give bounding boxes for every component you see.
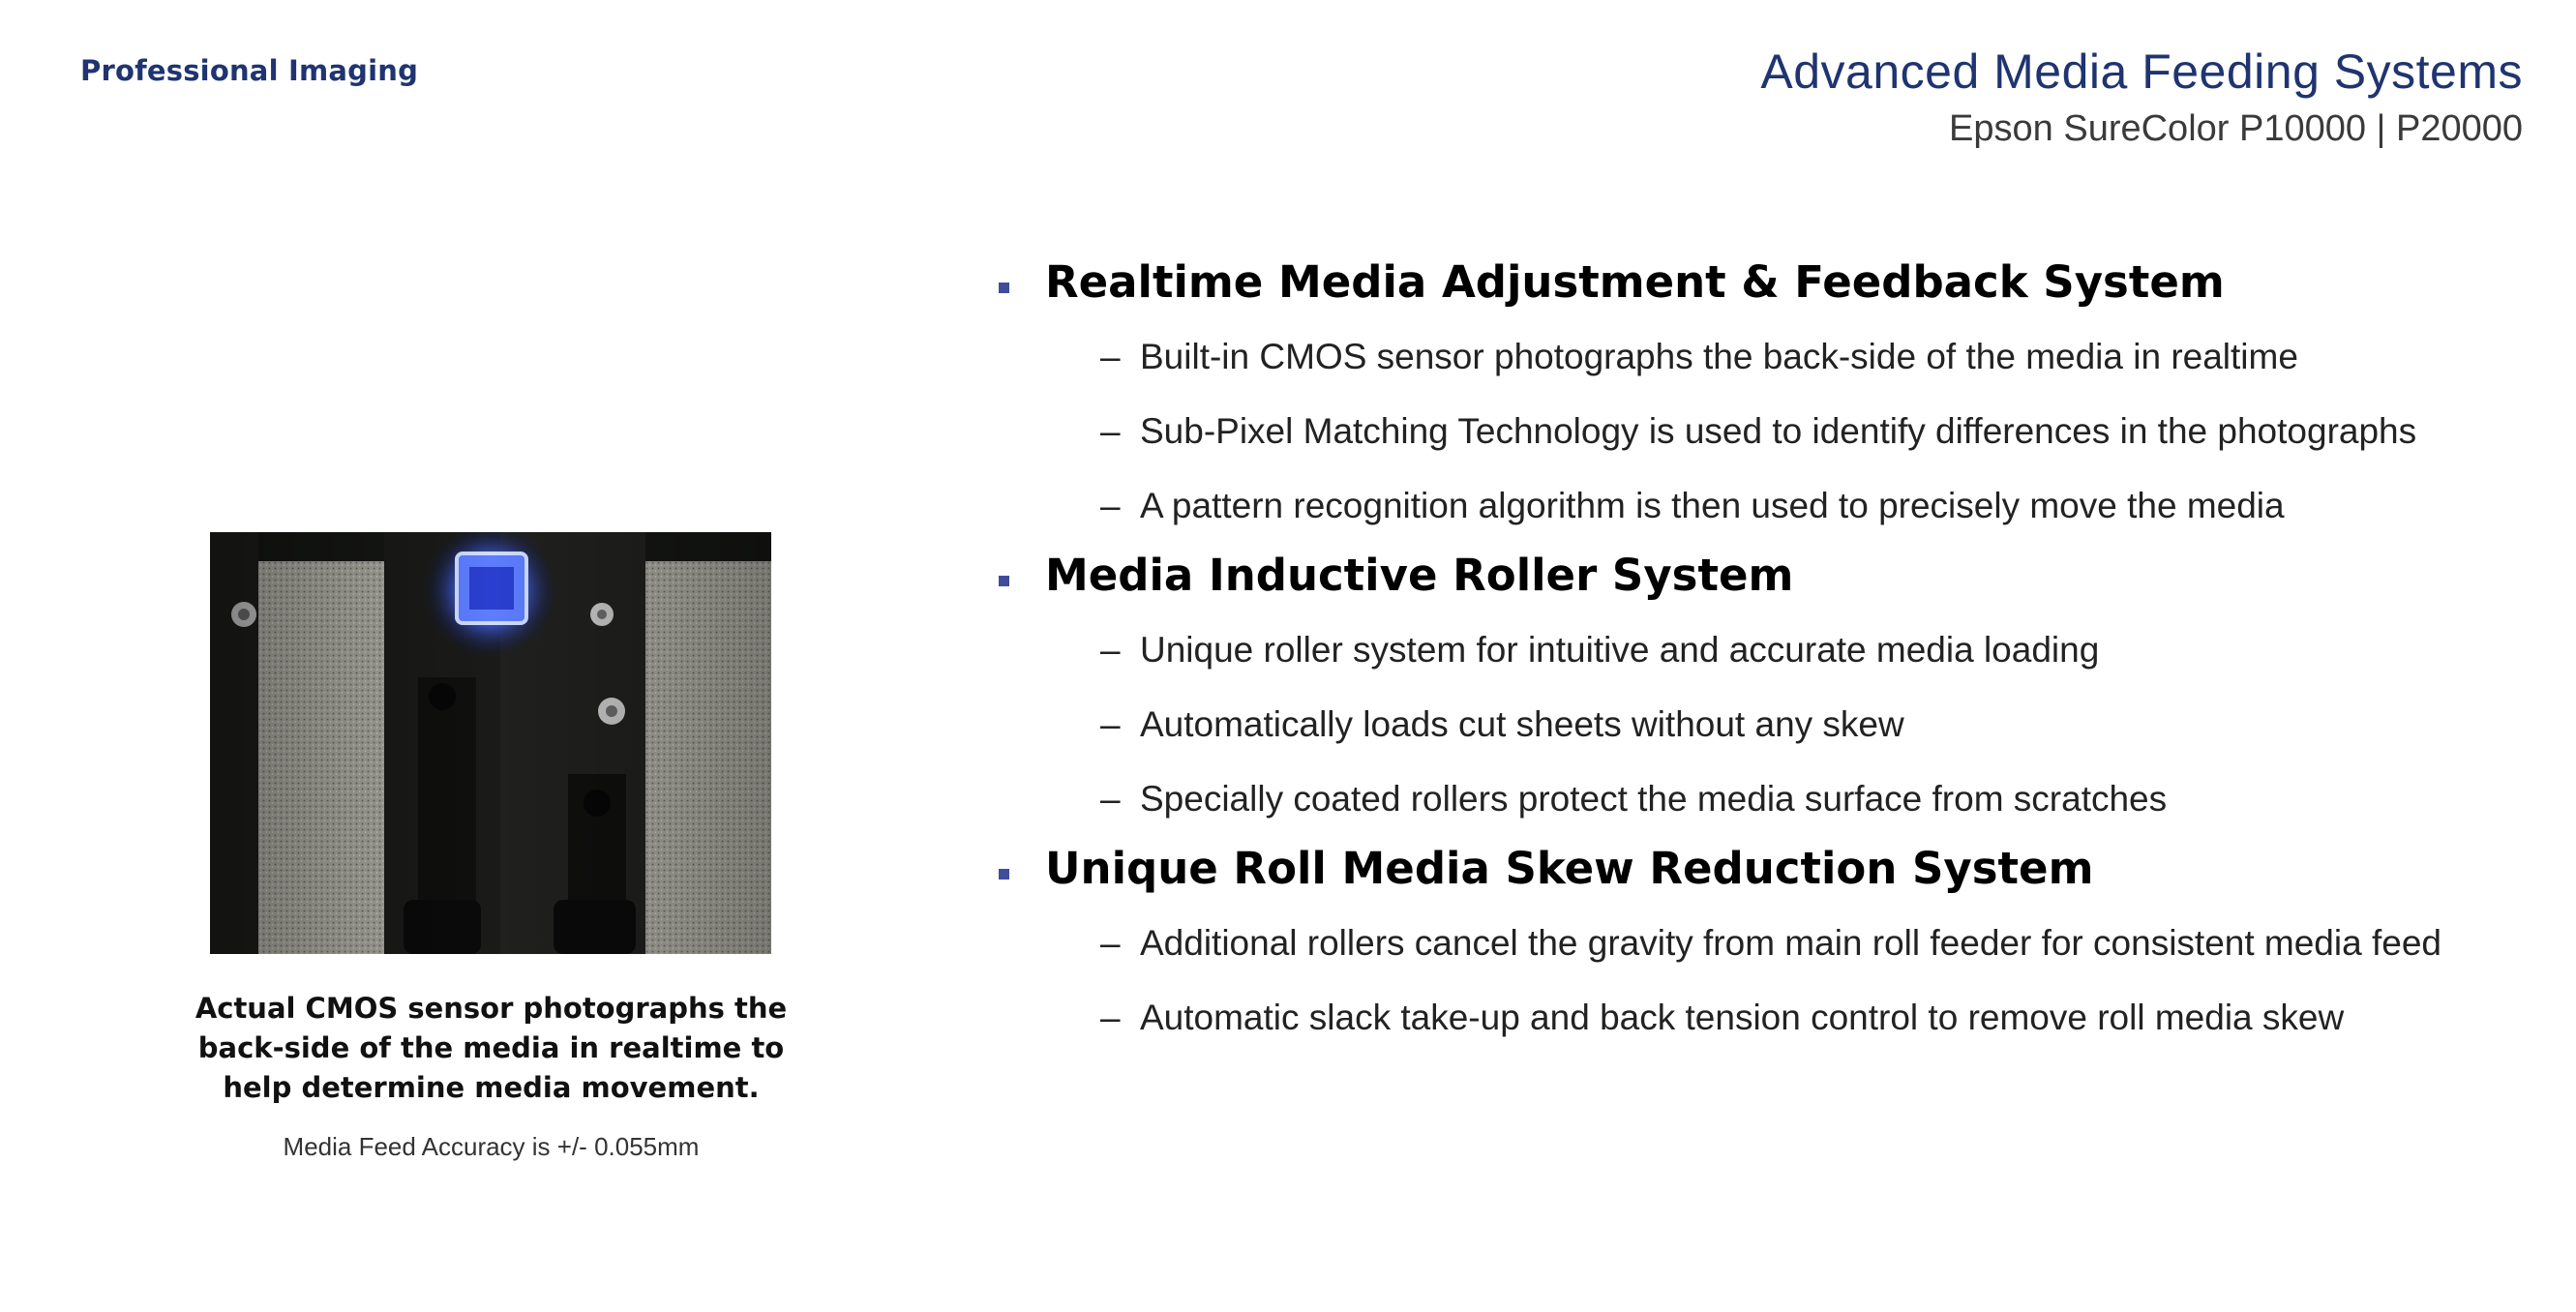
list-item-text: Sub-Pixel Matching Technology is used to identify differences in the photographs: [1140, 411, 2417, 451]
feature-list: [997, 250, 2545, 1055]
square-bullet-icon: [999, 576, 1009, 586]
dash-bullet-icon: –: [1100, 486, 1121, 525]
sub-list: [997, 612, 2545, 836]
brand-label: Professional Imaging: [80, 54, 419, 87]
list-item-text: A pattern recognition algorithm is then used to precisely move the media: [1140, 486, 2285, 525]
sensor-photo-illustration: [210, 532, 771, 954]
list-item: [997, 906, 2545, 980]
list-item-text: Built-in CMOS sensor photographs the back-side of the media in realtime: [1140, 337, 2298, 376]
list-item: [997, 687, 2545, 761]
dash-bullet-icon: –: [1100, 337, 1121, 376]
section-heading: [997, 836, 2545, 902]
square-bullet-icon: [999, 869, 1009, 880]
dash-bullet-icon: –: [1100, 998, 1121, 1037]
page-subtitle: Epson SureColor P10000 | P20000: [1949, 108, 2523, 149]
list-item: [997, 468, 2545, 543]
dash-bullet-icon: –: [1100, 704, 1121, 744]
square-bullet-icon: [999, 283, 1009, 293]
section-heading-text: Media Inductive Roller System: [1045, 550, 1794, 601]
accuracy-note: Media Feed Accuracy is +/- 0.055mm: [283, 1132, 700, 1161]
feature-section: [997, 250, 2545, 543]
list-item-text: Additional rollers cancel the gravity from main roll feeder for consistent media feed: [1140, 923, 2441, 963]
dash-bullet-icon: –: [1100, 630, 1121, 670]
list-item-text: Specially coated rollers protect the media surface from scratches: [1140, 779, 2168, 819]
page-title: Advanced Media Feeding Systems: [1760, 45, 2523, 99]
section-heading: [997, 543, 2545, 609]
dash-bullet-icon: –: [1100, 923, 1121, 963]
list-item: [997, 761, 2545, 836]
caption-line: back-side of the media in realtime to: [197, 1031, 785, 1064]
feature-section: [997, 543, 2545, 836]
section-heading-text: Unique Roll Media Skew Reduction System: [1045, 843, 2094, 894]
list-item: [997, 980, 2545, 1055]
section-heading: [997, 250, 2545, 315]
sensor-photo: [210, 532, 771, 954]
caption-line: Actual CMOS sensor photographs the: [195, 992, 788, 1025]
section-heading-text: Realtime Media Adjustment & Feedback System: [1045, 256, 2225, 308]
dash-bullet-icon: –: [1100, 411, 1121, 451]
list-item: [997, 612, 2545, 687]
sub-list: [997, 906, 2545, 1055]
sub-list: [997, 319, 2545, 543]
title-block: [1760, 39, 2523, 153]
caption-line: help determine media movement.: [223, 1071, 760, 1104]
feature-section: [997, 836, 2545, 1055]
dash-bullet-icon: –: [1100, 779, 1121, 819]
photo-caption: [160, 989, 823, 1108]
list-item: [997, 319, 2545, 394]
list-item-text: Unique roller system for intuitive and accurate media loading: [1140, 630, 2100, 670]
list-item-text: Automatic slack take-up and back tension control to remove roll media skew: [1140, 998, 2345, 1037]
list-item-text: Automatically loads cut sheets without any skew: [1140, 704, 1904, 744]
list-item: [997, 394, 2545, 468]
